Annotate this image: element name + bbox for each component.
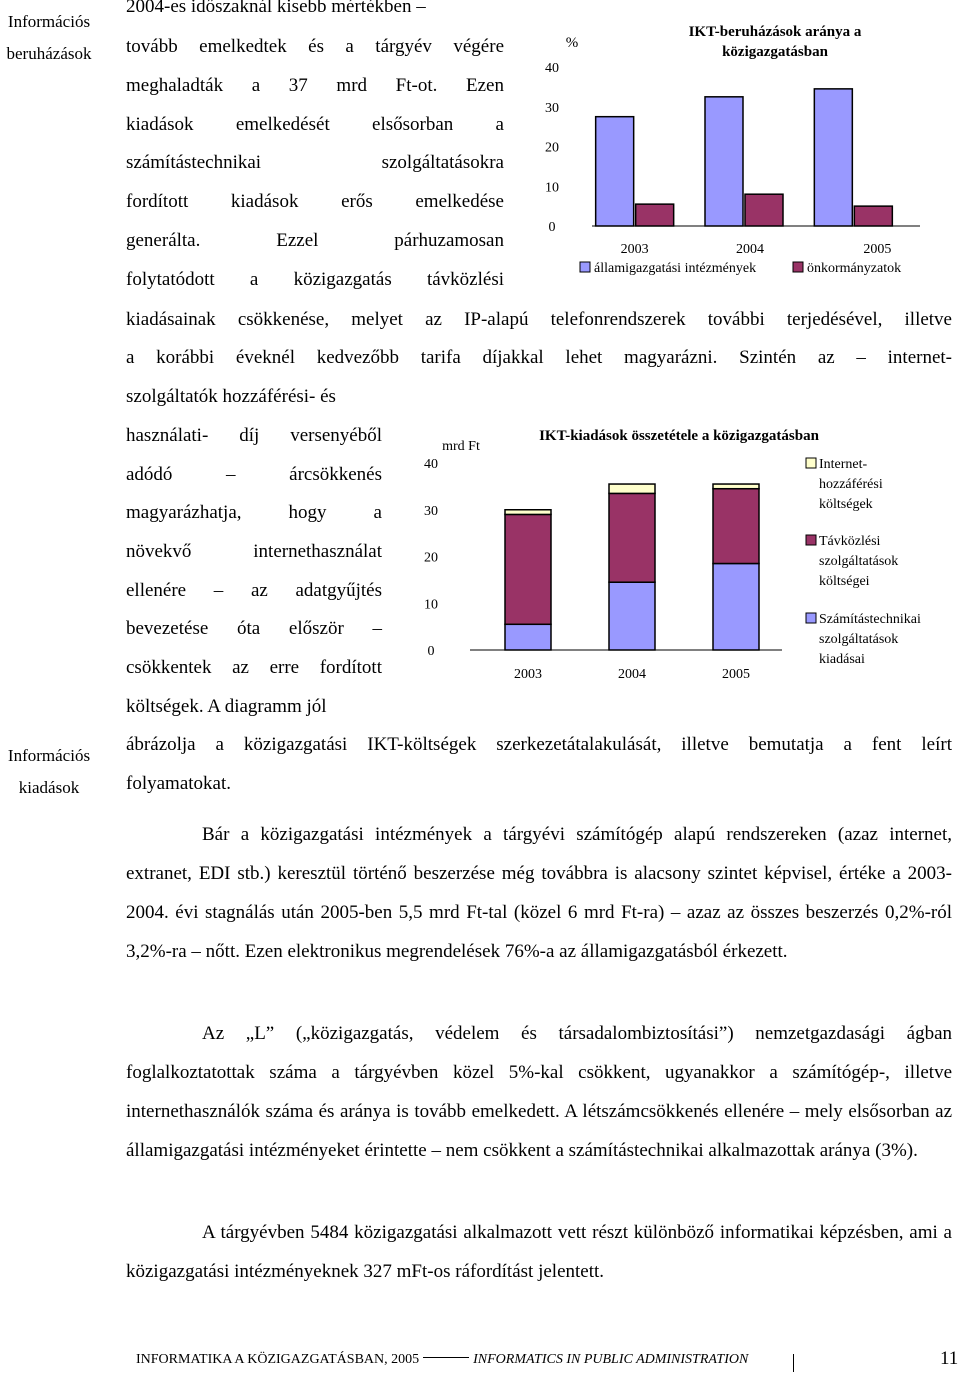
margin-note-line: beruházások	[6, 44, 92, 63]
text-line: szolgáltatók hozzáférési- és	[126, 386, 336, 407]
legend-label: Távközlési	[819, 534, 881, 549]
text-line: költségek. A diagramm jól	[126, 696, 327, 717]
y-axis-label: %	[565, 35, 579, 51]
paragraph	[126, 815, 952, 971]
footer-divider	[793, 1354, 794, 1372]
bar-2004-allamigazgatas	[705, 97, 743, 226]
margin-note-expenses	[0, 740, 104, 804]
y-tick-label: 30	[545, 100, 559, 116]
x-tick-label: 2003	[620, 242, 649, 257]
x-tick-label: 2005	[863, 242, 892, 257]
paragraph-text: Az „L” („közigazgatás, védelem és társadalombiztosítási”) nemzetgazdasági ágban foglalkoztatottak száma a tárgyévben közel 5%-kal csökkent, ugyanakkor a számítógép-, illetve internethasználók száma és aránya is tovább emelkedett. A létszámcsökkenés ellenére – mely elsősorban az államigazgatási intézményeket érintette – nem csökkent a számítástechnikai alkalmazottak aránya (3%).	[126, 1023, 952, 1161]
stacked-segment-2004-1	[609, 493, 655, 582]
stacked-segment-2003-0	[505, 624, 551, 650]
y-tick-label: 20	[545, 140, 559, 156]
footer-title-hu: INFORMATIKA A KÖZIGAZGATÁSBAN, 2005	[136, 1352, 420, 1367]
page-footer	[136, 1352, 748, 1368]
text-line: adódó – árcsökkenés	[126, 464, 382, 485]
text-line: meghaladták a 37 mrd Ft-ot. Ezen	[126, 75, 504, 96]
text-line: folyamatokat.	[126, 773, 231, 794]
legend-label: államigazgatási intézmények	[594, 261, 757, 276]
stacked-segment-2005-1	[713, 489, 759, 564]
margin-note-line: Információs	[7, 746, 91, 765]
paragraph	[126, 1213, 952, 1291]
y-tick-label: 40	[424, 457, 438, 472]
legend-swatch	[806, 458, 816, 468]
bar-2004-onkormanyzat	[745, 194, 783, 226]
footer-separator	[423, 1357, 469, 1358]
stacked-segment-2004-0	[609, 582, 655, 650]
y-tick-label: 0	[427, 644, 435, 659]
y-tick-label: 10	[545, 180, 559, 196]
paragraph-text: A tárgyévben 5484 közigazgatási alkalmazott vett részt különböző informatikai képzésben, ami a közigazgatási intézményeknek 327 mFt-os ráfordítást jelentett.	[126, 1222, 952, 1282]
margin-note-investments	[0, 6, 104, 70]
text-line: tovább emelkedtek és a tárgyév végére	[126, 36, 504, 57]
legend-swatch	[793, 262, 803, 272]
legend-swatch	[806, 535, 816, 545]
legend-label: önkormányzatok	[807, 261, 902, 276]
text-line: növekvő internethasználat	[126, 541, 382, 562]
legend-label: Számítástechnikai	[819, 612, 921, 627]
chart-ikt-expense-composition	[400, 420, 960, 695]
x-tick-label: 2004	[736, 242, 764, 257]
chart-title: IKT-beruházások aránya a	[688, 24, 862, 40]
y-axis-label: mrd Ft	[442, 439, 480, 454]
text-line: bevezetése óta először –	[126, 618, 382, 639]
stacked-segment-2003-2	[505, 510, 551, 515]
bar-2003-allamigazgatas	[596, 117, 634, 226]
chart-title: közigazgatásban	[722, 44, 828, 60]
x-tick-label: 2005	[722, 667, 750, 682]
legend-label: szolgáltatások	[819, 554, 899, 569]
page-number: 11	[940, 1348, 959, 1369]
text-line: a korábbi éveknél kedvezőbb tarifa díjakkal lehet magyarázni. Szintén az – internet-	[126, 347, 952, 368]
text-line: használati- díj versenyéből	[126, 425, 382, 446]
text-line: számítástechnikai szolgáltatásokra	[126, 152, 504, 173]
chart-title: IKT-kiadások összetétele a közigazgatásban	[539, 428, 819, 444]
legend-label: költségei	[819, 574, 870, 589]
text-line: kiadások emelkedését elsősorban a	[126, 114, 504, 135]
paragraph	[126, 1014, 952, 1170]
text-line: generálta. Ezzel párhuzamosan	[126, 230, 504, 251]
y-tick-label: 0	[548, 220, 556, 235]
text-line: fordított kiadások erős emelkedése	[126, 191, 504, 212]
legend-label: Internet-	[819, 457, 868, 472]
legend-label: hozzáférési	[819, 477, 883, 492]
margin-note-line: kiadások	[18, 778, 80, 797]
x-tick-label: 2003	[514, 667, 542, 682]
legend-label: kiadásai	[819, 652, 865, 667]
y-tick-label: 40	[545, 61, 559, 76]
legend-swatch	[580, 262, 590, 272]
bar-2003-onkormanyzat	[636, 204, 674, 226]
footer-title-en: INFORMATICS IN PUBLIC ADMINISTRATION	[473, 1352, 749, 1367]
stacked-segment-2004-2	[609, 484, 655, 493]
y-tick-label: 20	[424, 550, 438, 566]
legend-swatch	[806, 613, 816, 623]
stacked-segment-2005-2	[713, 484, 759, 489]
legend-label: szolgáltatások	[819, 632, 899, 647]
text-line: ábrázolja a közigazgatási IKT-költségek szerkezetátalakulását, illetve bemutatja a fent leírt	[126, 734, 952, 755]
y-tick-label: 30	[424, 503, 438, 519]
stacked-segment-2005-0	[713, 564, 759, 650]
legend-label: költségek	[819, 497, 873, 512]
chart-ikt-investments	[520, 10, 960, 295]
text-line: ellenére – az adatgyűjtés	[126, 580, 382, 601]
text-line: 2004-es időszaknál kisebb mértékben –	[126, 0, 426, 17]
text-line: csökkentek az erre fordított	[126, 657, 382, 678]
stacked-segment-2003-1	[505, 514, 551, 624]
margin-note-line: Információs	[7, 12, 91, 31]
text-line: folytatódott a közigazgatás távközlési	[126, 269, 504, 290]
bar-2005-allamigazgatas	[814, 89, 852, 226]
text-line: magyarázhatja, hogy a	[126, 502, 382, 523]
y-tick-label: 10	[424, 597, 438, 613]
x-tick-label: 2004	[618, 667, 646, 682]
bar-2005-onkormanyzat	[854, 206, 892, 226]
paragraph-text: Bár a közigazgatási intézmények a tárgyévi számítógép alapú rendszereken (azaz internet, extranet, EDI stb.) keresztül történő beszerzése még továbbra is alacsony szintet képvisel, értéke a 2003-2004. évi stagnálás után 2005-ben 5,5 mrd Ft-tal (közel 6 mrd Ft-ra) – azaz az összes beszerzés 0,2%-ról 3,2%-ra – nőtt. Ezen elektronikus megrendelések 76%-a az államigazgatásból érkezett.	[126, 824, 952, 962]
text-line: kiadásainak csökkenése, melyet az IP-alapú telefonrendszerek további terjedésével, illetve	[126, 309, 952, 330]
